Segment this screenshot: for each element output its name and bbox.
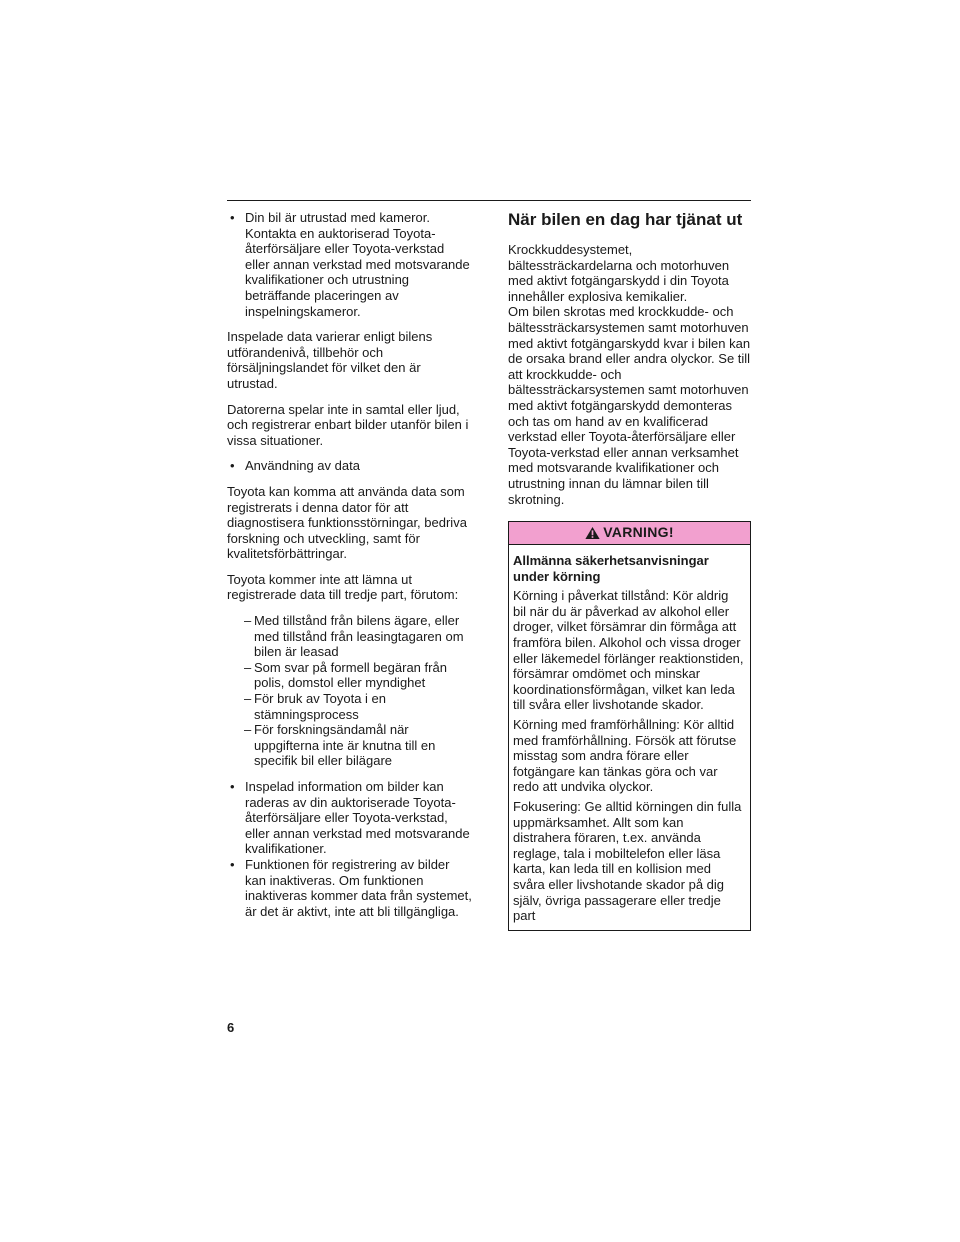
warning-header [509, 522, 750, 545]
section-heading: När bilen en dag har tjänat ut [508, 210, 743, 229]
exception-dash-list [227, 613, 472, 769]
paragraph-no-audio: Datorerna spelar inte in samtal eller ljud, och registrerar enbart bilder utanför bilen i vissa situationer. [227, 401, 469, 448]
warning-title: VARNING! [603, 524, 674, 541]
paragraph-explosive-chemicals: Krockkuddesystemet, bältessträckardelarna och motorhuven med aktivt fotgängarskydd i din Toyota innehåller explosiva kemikalier. [508, 242, 730, 304]
warning-paragraph-impaired: Körning i påverkat tillstånd: Kör aldrig bil när du är påverkad av alkohol eller droger, vilket försämrar din förmåga att framföra bilen. Alkohol och vissa droger eller läkemedel förlänger reaktionstiden, försämrar omdömet och minskar koordinationsförmågan, vilket kan leda till svåra eller livshotande skador. [513, 588, 744, 713]
page-number: 6 [227, 1020, 235, 1035]
deletion-bullet-list [227, 779, 472, 919]
camera-bullet-list [227, 210, 472, 319]
paragraph-recorded-data: Inspelade data varierar enligt bilens utförandenivå, tillbehör och försäljningslandet för vilket den är utrustad. [227, 329, 433, 391]
dash-item: – För forskningsändamål när uppgifterna inte är knutna till en specifik bil eller bilägare [227, 722, 472, 769]
right-column [508, 210, 751, 931]
warning-triangle-icon [585, 526, 600, 540]
warning-body [509, 545, 750, 930]
dash-item: – För bruk av Toyota i en stämningsprocess [227, 691, 472, 722]
paragraph-third-party: Toyota kommer inte att lämna ut registrerade data till tredje part, förutom: [227, 571, 459, 603]
warning-box [508, 521, 751, 931]
paragraph-toyota-usage: Toyota kan komma att använda data som registrerats i denna dator för att diagnostisera funktionsstörningar, bedriva forskning och utveckling, samt för kvalitetsförbättringar. [227, 483, 467, 562]
paragraph-scrapping: Om bilen skrotas med krockkudde- och bältessträckarsystemen samt motorhuven med aktivt fotgängarskydd kvar i bilen kan de orsaka brand eller andra olyckor. Se till att krockkudde- och bältessträckarsystemen samt motorhuven med aktivt fotgängarskydd demonteras och tas om hand av en kvalificerad verkstad eller Toyota-återförsäljare eller Toyota-verkstad eller annan verksamhet med motsvarande kvalifikationer och utrustning innan du lämnar bilen till skrotning. [508, 304, 751, 507]
warning-paragraph-focus: Fokusering: Ge alltid körningen din fulla uppmärksamhet. Allt som kan distrahera föraren, t.ex. använda reglage, tala i mobiltelefon eller läsa karta, kan leda till en kollision med svåra eller livshotande skador på dig själv, övriga passagerare eller tredje part [513, 799, 742, 924]
warning-subheading: Allmänna säkerhetsanvisningar under körning [513, 553, 709, 584]
usage-bullet-list [227, 458, 472, 474]
warning-paragraph-anticipation: Körning med framförhållning: Kör alltid med framförhållning. Försök att förutse misstag som andra förare eller fotgängare kan tänkas göra och var redo att undvika olyckor. [513, 717, 737, 795]
left-column [227, 210, 472, 929]
bullet-data-usage: • Användning av data [227, 458, 472, 474]
bullet-cameras: • Din bil är utrustad med kameror. Kontakta en auktoriserad Toyota-återförsäljare eller Toyota-verkstad eller annan verkstad med motsvarande kvalifikationer och utrustning beträffande placeringen av inspelningskameror. [227, 210, 472, 319]
bullet-deactivation: • Funktionen för registrering av bilder kan inaktiveras. Om funktionen inaktiveras kommer data från systemet, är det är aktivt, inte att bli tillgängliga. [227, 857, 472, 919]
bullet-image-deletion: • Inspelad information om bilder kan raderas av din auktoriserade Toyota-återförsäljare eller Toyota-verkstad, eller annan verkstad med motsvarande kvalifikationer. [227, 779, 472, 857]
dash-item: – Som svar på formell begäran från polis, domstol eller myndighet [227, 660, 472, 691]
dash-item: – Med tillstånd från bilens ägare, eller med tillstånd från leasingtagaren om bilen är leasad [227, 613, 472, 660]
header-rule [227, 200, 751, 201]
